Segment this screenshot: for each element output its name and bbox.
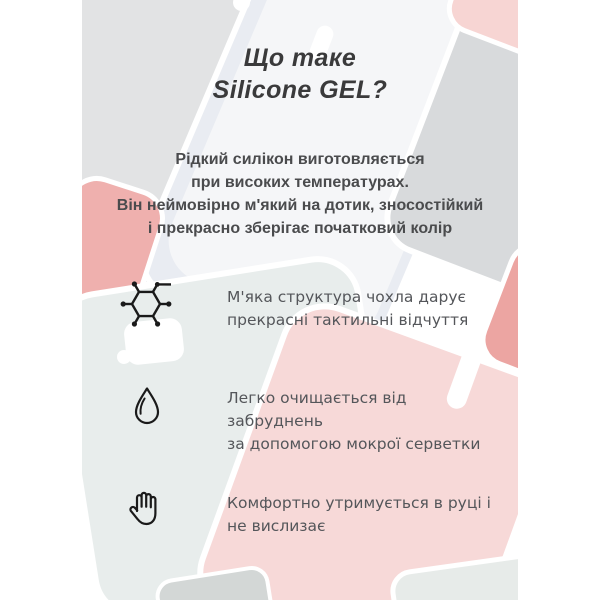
intro-line: і прекрасно зберігає початковий колір <box>147 220 453 237</box>
feature-line: Легко очищається від забруднень <box>227 389 407 430</box>
feature-line: за допомогою мокрої серветки <box>227 435 481 453</box>
intro-line: при високих температурах. <box>191 174 409 191</box>
hand-icon <box>127 488 160 535</box>
feature-line: прекрасні тактильні відчуття <box>227 311 469 329</box>
intro-paragraph <box>60 148 540 240</box>
page-title-line1: Що таке <box>243 44 357 72</box>
camera-cutout-circle-mint <box>117 350 131 364</box>
intro-line: Рідкий силікон виготовляється <box>175 151 425 168</box>
page-title <box>0 42 600 106</box>
feature-easy-cleaning <box>227 387 507 456</box>
feature-soft-structure <box>227 286 507 332</box>
feature-line: Комфортно утримується в руці і <box>227 494 491 512</box>
feature-line: не вислизає <box>227 517 326 535</box>
feature-line: М'яка структура чохла дарує <box>227 288 467 306</box>
feature-comfortable-grip <box>227 492 507 538</box>
intro-line: Він неймовірно м'який на дотик, зносостійкий <box>116 197 484 214</box>
water-drop-icon <box>132 386 162 431</box>
page-title-line2: Silicone GEL? <box>212 76 388 104</box>
molecule-icon <box>120 279 178 334</box>
